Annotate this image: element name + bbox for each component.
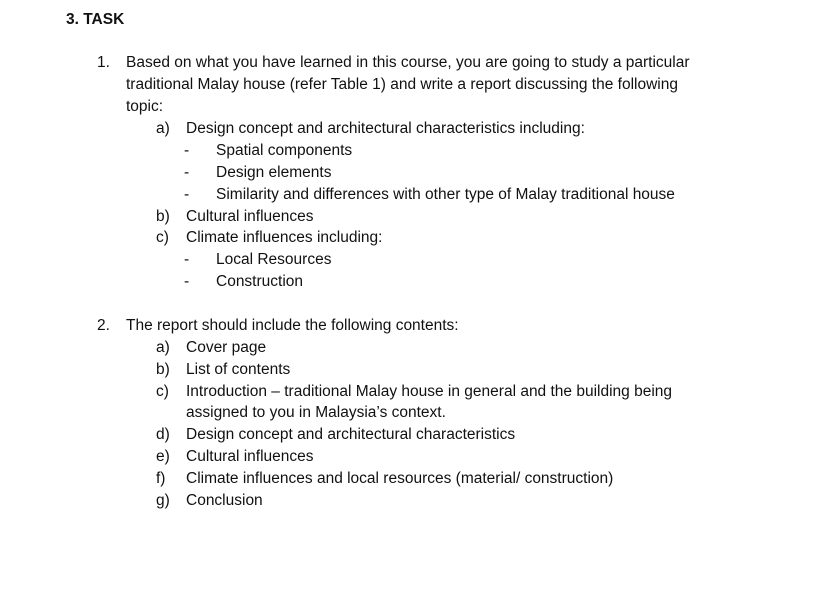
list-item-text: Climate influences including: xyxy=(186,229,383,246)
list-item-letter: b) xyxy=(156,361,170,378)
list-item-letter: a) xyxy=(156,339,170,356)
list-item-text: assigned to you in Malaysia’s context. xyxy=(186,404,446,421)
bullet-dash: - xyxy=(184,142,190,159)
list-item-letter: a) xyxy=(156,120,170,137)
bullet-dash: - xyxy=(184,186,190,203)
list-item-text: Design concept and architectural characteristics xyxy=(186,426,516,443)
bullet-dash: - xyxy=(184,273,190,290)
task-1-number: 1. xyxy=(97,54,110,71)
list-item-text: Cultural influences xyxy=(186,208,314,225)
task-1-line: topic: xyxy=(126,98,164,115)
bullet-item: Local Resources xyxy=(216,251,332,268)
list-item-text: List of contents xyxy=(186,361,291,378)
section-heading: 3. TASK xyxy=(66,11,125,28)
list-item-letter: d) xyxy=(156,426,170,443)
list-item-letter: c) xyxy=(156,229,169,246)
task-1-line: Based on what you have learned in this course, you are going to study a particular xyxy=(126,54,690,71)
bullet-item: Design elements xyxy=(216,164,332,181)
list-item-text: Conclusion xyxy=(186,492,263,509)
list-item-letter: c) xyxy=(156,383,169,400)
list-item-letter: f) xyxy=(156,470,166,487)
list-item-text: Cover page xyxy=(186,339,267,356)
bullet-dash: - xyxy=(184,251,190,268)
bullet-item: Similarity and differences with other type of Malay traditional house xyxy=(216,186,675,203)
list-item-letter: g) xyxy=(156,492,170,509)
task-1-line: traditional Malay house (refer Table 1) and write a report discussing the following xyxy=(126,76,678,93)
list-item-letter: b) xyxy=(156,208,170,225)
list-item-text: Cultural influences xyxy=(186,448,314,465)
bullet-dash: - xyxy=(184,164,190,181)
bullet-item: Spatial components xyxy=(216,142,353,159)
list-item-text: Introduction – traditional Malay house in general and the building being xyxy=(186,383,673,400)
task-2-line: The report should include the following contents: xyxy=(126,317,459,334)
list-item-letter: e) xyxy=(156,448,170,465)
task-2-number: 2. xyxy=(97,317,110,334)
list-item-text: Design concept and architectural characteristics including: xyxy=(186,120,585,137)
bullet-item: Construction xyxy=(216,273,304,290)
list-item-text: Climate influences and local resources (material/ construction) xyxy=(186,470,614,487)
